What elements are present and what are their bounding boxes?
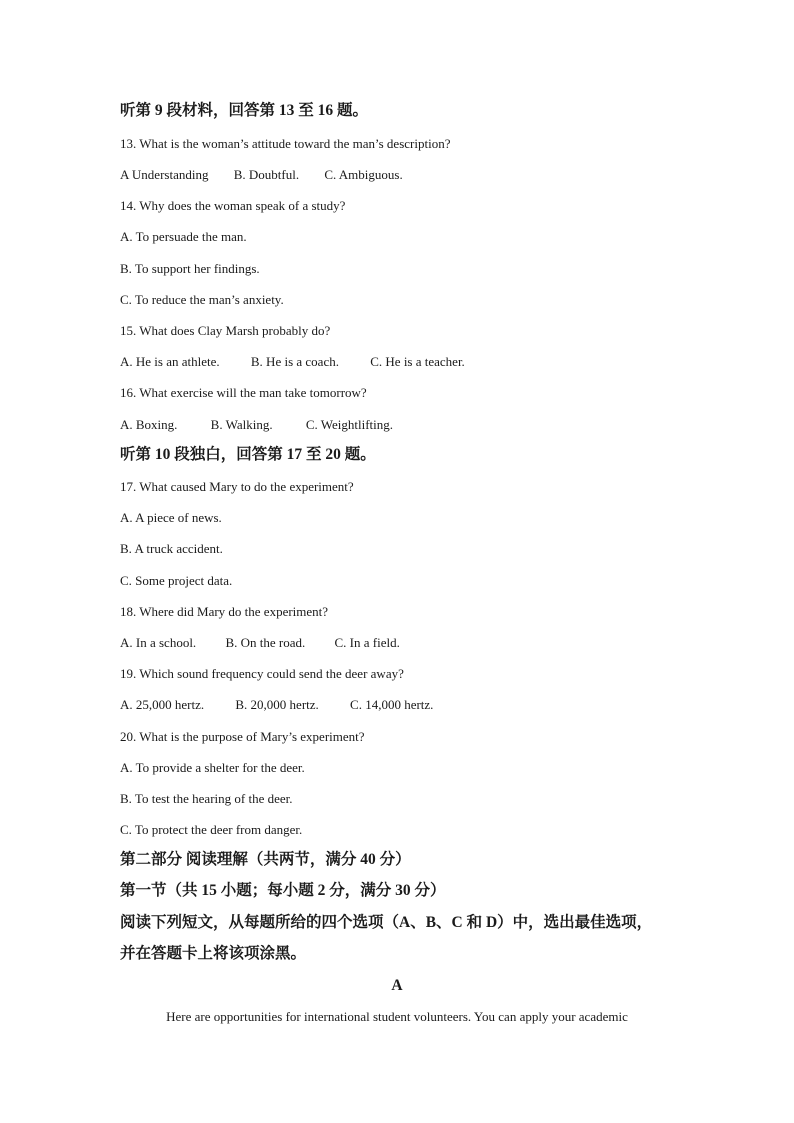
passage-first-line: Here are opportunities for international student volunteers. You can apply your academic bbox=[166, 1009, 628, 1024]
question-20-option-b: B. To test the hearing of the deer. bbox=[120, 791, 293, 806]
option-b: B. On the road. bbox=[225, 635, 306, 650]
question-18: 18. Where did Mary do the experiment? bbox=[120, 604, 329, 619]
question-17: 17. What caused Mary to do the experiment? bbox=[120, 479, 354, 494]
question-20-option-a: A. To provide a shelter for the deer. bbox=[120, 760, 305, 775]
question-14: 14. Why does the woman speak of a study? bbox=[120, 198, 346, 213]
question-15-options bbox=[120, 354, 465, 370]
option-a: A Understanding bbox=[120, 167, 209, 182]
option-a: A. In a school. bbox=[120, 635, 197, 650]
question-13: 13. What is the woman’s attitude toward the man’s description? bbox=[120, 136, 451, 151]
question-17-option-b: B. A truck accident. bbox=[120, 541, 223, 556]
question-19-options bbox=[120, 697, 433, 713]
option-c: C. 14,000 hertz. bbox=[350, 697, 434, 712]
question-18-options bbox=[120, 635, 400, 651]
option-c: C. He is a teacher. bbox=[370, 354, 465, 369]
question-13-options bbox=[120, 167, 403, 183]
section-10-heading: 听第 10 段独白，回答第 17 至 20 题。 bbox=[120, 446, 376, 463]
option-b: B. He is a coach. bbox=[250, 354, 339, 369]
question-19: 19. Which sound frequency could send the deer away? bbox=[120, 666, 404, 681]
question-15: 15. What does Clay Marsh probably do? bbox=[120, 323, 331, 338]
question-14-option-b: B. To support her findings. bbox=[120, 261, 260, 276]
option-a: A. He is an athlete. bbox=[120, 354, 220, 369]
option-b: B. Doubtful. bbox=[233, 167, 300, 182]
question-16: 16. What exercise will the man take tomorrow? bbox=[120, 385, 367, 400]
option-a: A. Boxing. bbox=[120, 417, 178, 432]
option-c: C. Ambiguous. bbox=[324, 167, 403, 182]
question-20-option-c: C. To protect the deer from danger. bbox=[120, 822, 303, 837]
part-2-heading: 第二部分 阅读理解（共两节，满分 40 分） bbox=[120, 851, 411, 868]
option-c: C. In a field. bbox=[334, 635, 400, 650]
question-20: 20. What is the purpose of Mary’s experiment? bbox=[120, 729, 365, 744]
reading-instruction-line-1: 阅读下列短文，从每题所给的四个选项（A、B、C 和 D）中，选出最佳选项， bbox=[120, 914, 653, 931]
part-2-section-1-heading: 第一节（共 15 小题；每小题 2 分，满分 30 分） bbox=[120, 882, 446, 899]
question-14-option-c: C. To reduce the man’s anxiety. bbox=[120, 292, 284, 307]
passage-label: A bbox=[391, 977, 403, 994]
option-b: B. 20,000 hertz. bbox=[235, 697, 319, 712]
question-16-options bbox=[120, 417, 393, 433]
reading-instruction-line-2: 并在答题卡上将该项涂黑。 bbox=[120, 945, 307, 962]
section-9-heading: 听第 9 段材料，回答第 13 至 16 题。 bbox=[120, 102, 369, 119]
question-17-option-c: C. Some project data. bbox=[120, 573, 233, 588]
option-c: C. Weightlifting. bbox=[305, 417, 394, 432]
question-17-option-a: A. A piece of news. bbox=[120, 510, 222, 525]
question-14-option-a: A. To persuade the man. bbox=[120, 229, 247, 244]
option-b: B. Walking. bbox=[210, 417, 273, 432]
option-a: A. 25,000 hertz. bbox=[120, 697, 205, 712]
